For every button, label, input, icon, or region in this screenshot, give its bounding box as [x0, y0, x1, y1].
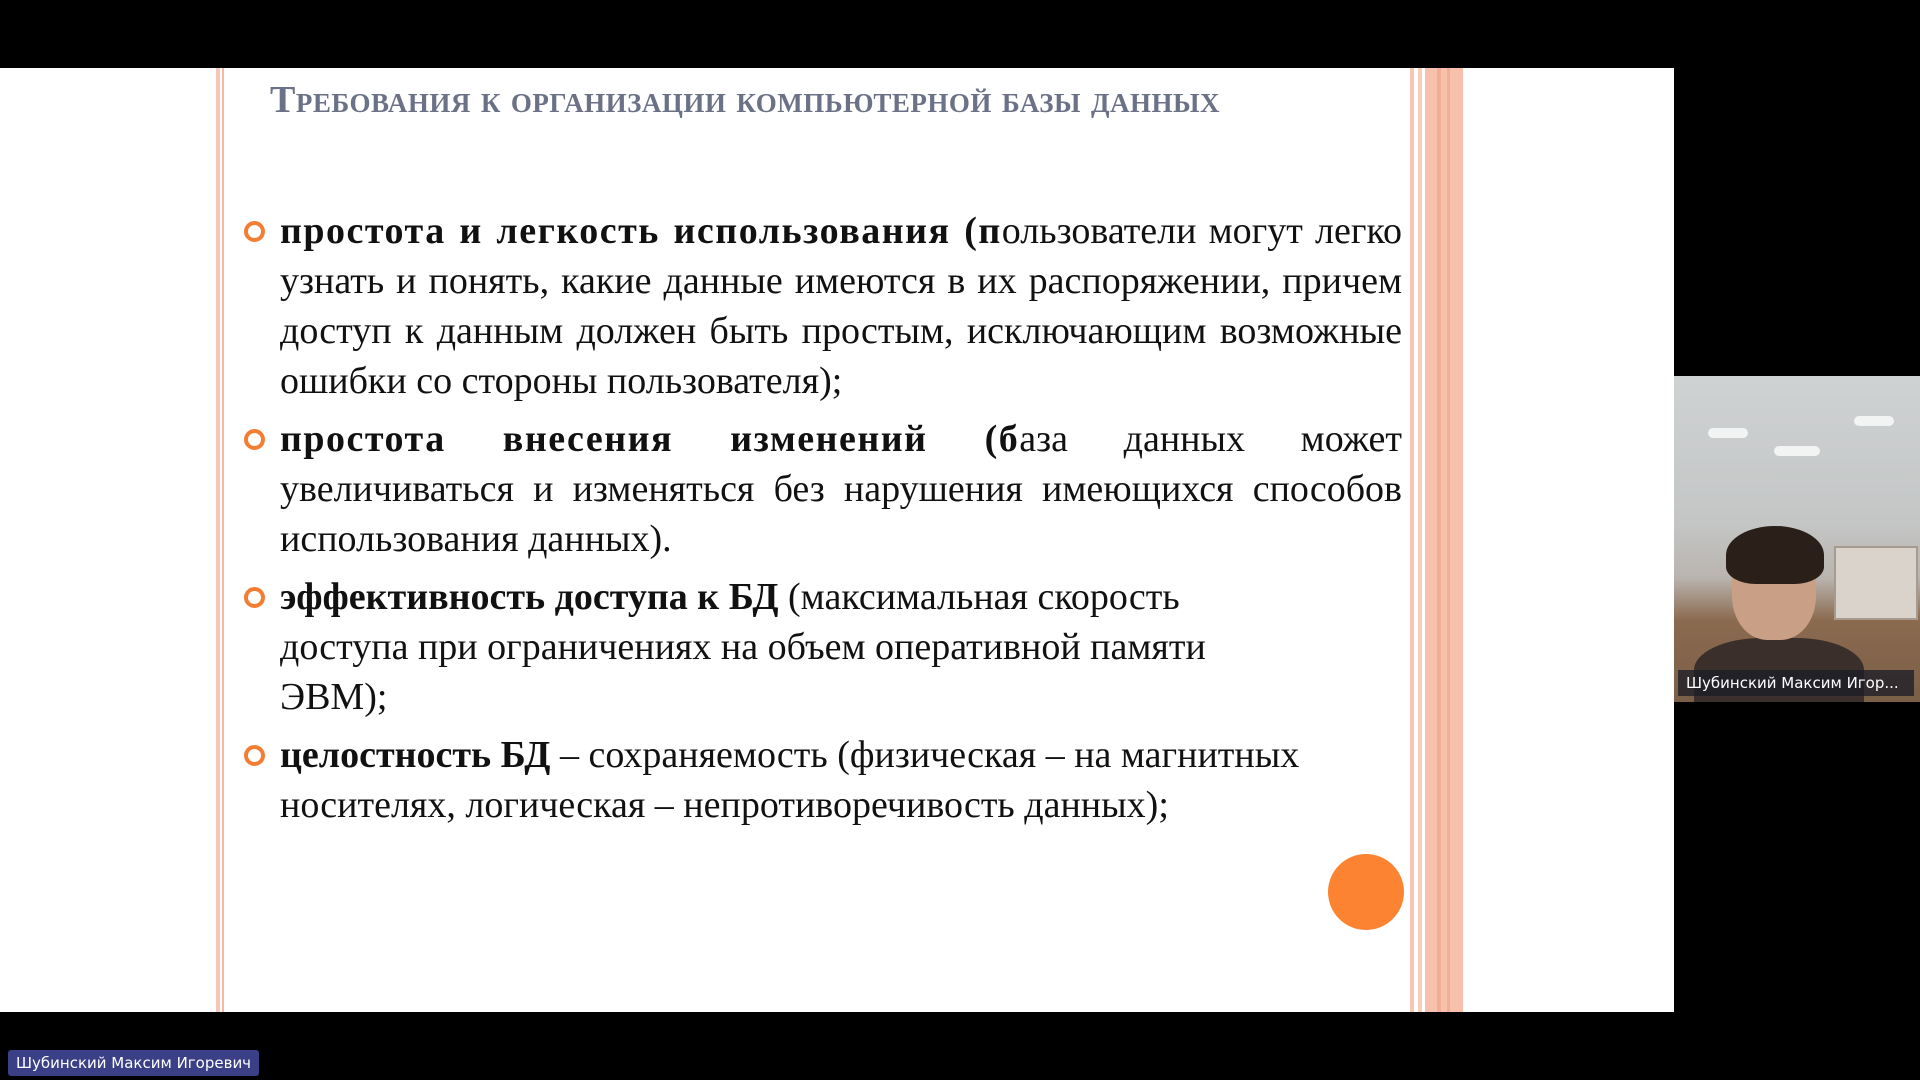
bullet-text: – сохраняемость (физическая – на магнитных носителях, логическая – непротиворечивость данных);: [280, 734, 1300, 826]
decorative-orange-circle: [1328, 854, 1404, 930]
bullet-item-integrity: [240, 730, 1402, 830]
bullet-item-usability: [240, 206, 1402, 406]
ring-bullet-icon: [244, 221, 265, 242]
bullet-text: ользователи могут легко узнать и понять, какие данные имеются в их распоряжении, причем доступ к данным должен быть простым, исключающим возможные ошибки со стороны пользователя);: [280, 210, 1402, 402]
slide-right-border-stripe: [1437, 68, 1441, 1012]
bullet-item-efficiency: [240, 572, 1402, 722]
bullet-term: простота и легкость использования (п: [280, 210, 1002, 252]
ceiling-light: [1774, 446, 1820, 456]
slide-title: Требования к организации компьютерной базы данных: [270, 79, 1221, 121]
ring-bullet-icon: [244, 429, 265, 450]
bullet-term: эффективность доступа к БД: [280, 576, 779, 618]
slide-right-border-stripe-2: [1447, 68, 1450, 1012]
bullet-term: простота внесения изменений (б: [280, 418, 1020, 460]
slide-left-border-line-inner: [222, 68, 224, 1012]
bullet-list: [240, 206, 1402, 838]
bullet-item-modifiability: [240, 414, 1402, 564]
slide-right-border-band: [1425, 68, 1463, 1012]
ring-bullet-icon: [244, 587, 265, 608]
bullet-text: аза данных может увеличиваться и изменяться без нарушения имеющихся способов использования данных).: [280, 418, 1402, 560]
bullet-text: (максимальная скорость доступа при ограничениях на объем оперативной памяти ЭВМ);: [280, 576, 1206, 718]
participant-name-label: Шубинский Максим Игор...: [1678, 670, 1914, 696]
ceiling-light: [1708, 428, 1748, 438]
participant-hair: [1726, 526, 1824, 584]
ceiling-light: [1854, 416, 1894, 426]
slide-right-border-line-2: [1418, 68, 1422, 1012]
bullet-term: целостность БД: [280, 734, 551, 776]
background-window: [1834, 546, 1918, 620]
slide-right-border-line: [1410, 68, 1414, 1012]
shared-slide: [0, 68, 1674, 1012]
presenter-name-tag: Шубинский Максим Игоревич: [8, 1050, 259, 1076]
slide-left-border-line: [216, 68, 220, 1012]
ring-bullet-icon: [244, 745, 265, 766]
participant-video-tile[interactable]: [1674, 376, 1920, 702]
